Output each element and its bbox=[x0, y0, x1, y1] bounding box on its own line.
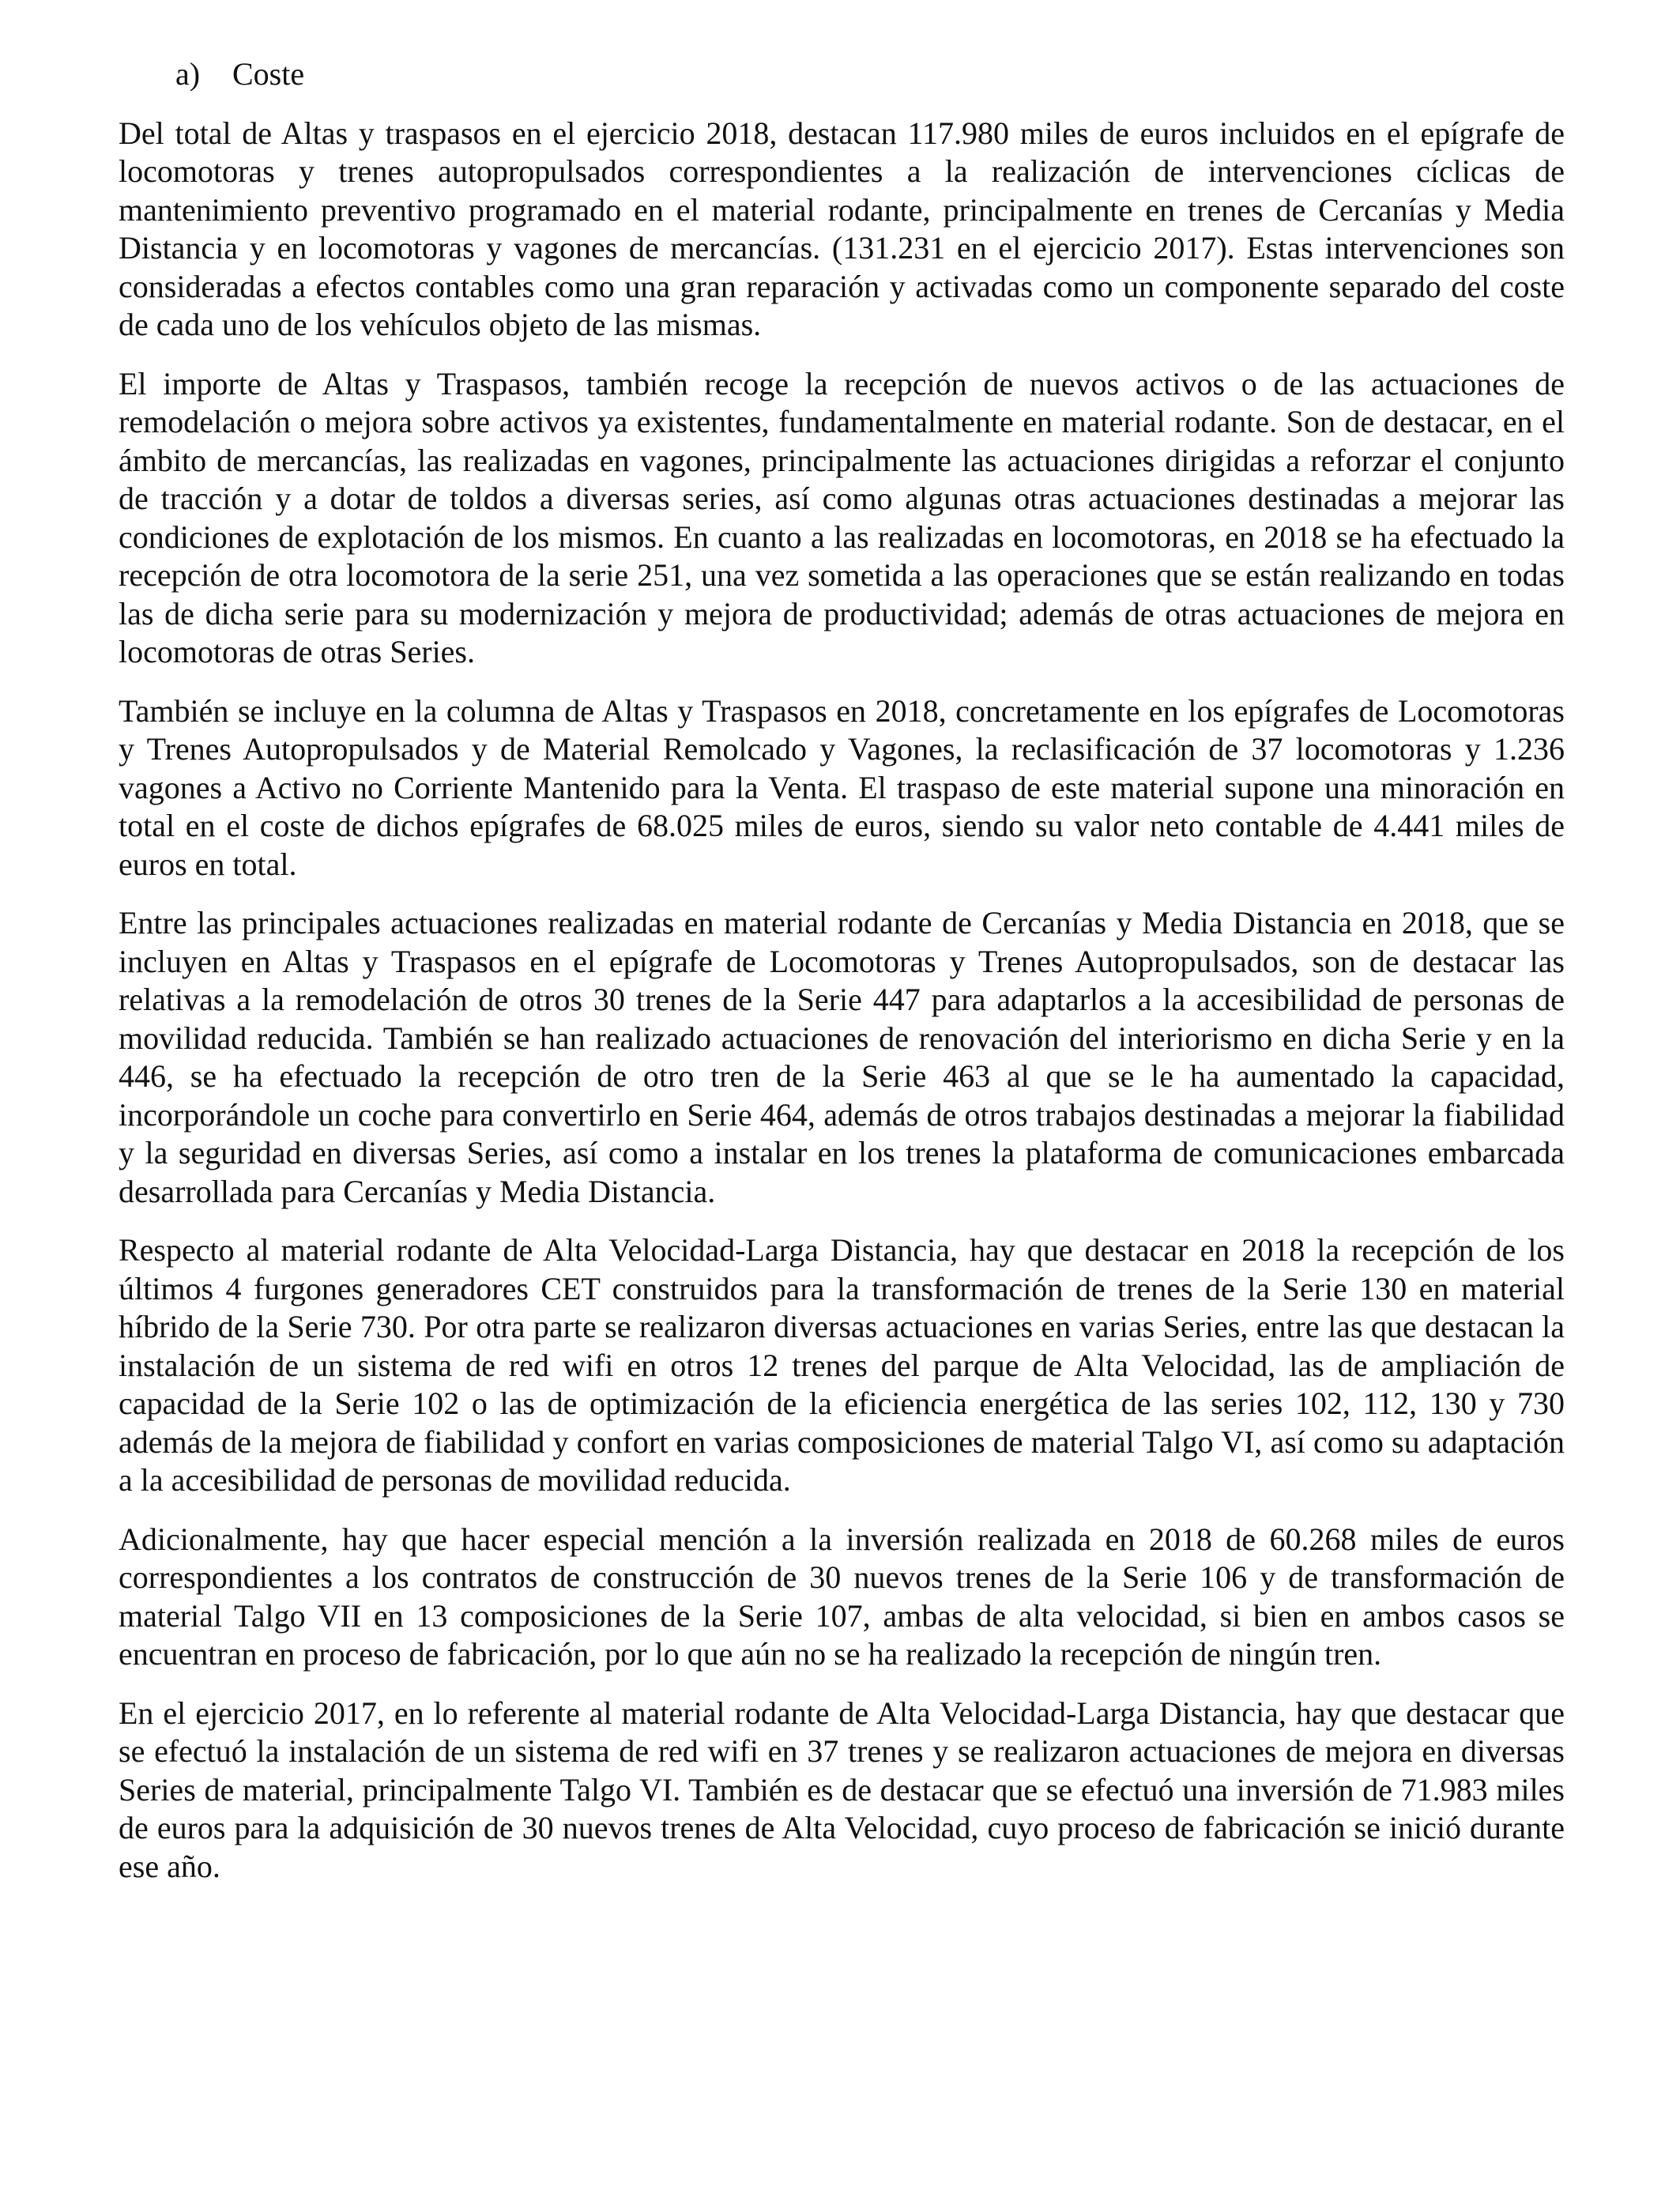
paragraph-inversion-nuevos-trenes: Adicionalmente, hay que hacer especial mención a la inversión realizada en 2018 de 60.268 miles de euros correspondientes a los contratos de construcción de 30 nuevos trenes de la Serie 106 y de transformación de material Talgo VII en 13 composiciones de la Serie 107, ambas de alta velocidad, si bien en ambos casos se encuentran en proceso de fabricación, por lo que aún no se ha realizado la recepción de ningún tren. bbox=[119, 1521, 1565, 1672]
paragraph-cercanias-media-distancia: Entre las principales actuaciones realizadas en material rodante de Cercanías y Media Distancia en 2018, que se incluyen en Altas y Traspasos en el epígrafe de Locomotoras y Trenes Autopropulsados, son de destacar las relativas a la remodelación de otros 30 trenes de la Serie 447 para adaptarlos a la accesibilidad de personas de movilidad reducida. También se han realizado actuaciones de renovación del interiorismo en dicha Serie y en la 446, se ha efectuado la recepción de otro tren de la Serie 463 al que se le ha aumentado la capacidad, incorporándole un coche para convertirlo en Serie 464, además de otros trabajos destinadas a mejorar la fiabilidad y la seguridad en diversas Series, así como a instalar en los trenes la plataforma de comunicaciones embarcada desarrollada para Cercanías y Media Distancia. bbox=[119, 905, 1565, 1209]
document-page bbox=[119, 55, 1565, 1906]
section-title: Coste bbox=[232, 56, 305, 92]
paragraph-ejercicio-2017: En el ejercicio 2017, en lo referente al material rodante de Alta Velocidad-Larga Distancia, hay que destacar que se efectuó la instalación de un sistema de red wifi en 37 trenes y se realizaron actuaciones de mejora en diversas Series de material, principalmente Talgo VI. También es de destacar que se efectuó una inversión de 71.983 miles de euros para la adquisición de 30 nuevos trenes de Alta Velocidad, cuyo proceso de fabricación se inició durante ese año. bbox=[119, 1695, 1565, 1884]
paragraph-altas-traspasos-mantenimiento: Del total de Altas y traspasos en el ejercicio 2018, destacan 117.980 miles de euros incluidos en el epígrafe de locomotoras y trenes autopropulsados correspondientes a la realización de intervenciones cíclicas de mantenimiento preventivo programado en el material rodante, principalmente en trenes de Cercanías y Media Distancia y en locomotoras y vagones de mercancías. (131.231 en el ejercicio 2017). Estas intervenciones son consideradas a efectos contables como una gran reparación y activadas como un componente separado del coste de cada uno de los vehículos objeto de las mismas. bbox=[119, 115, 1565, 342]
paragraph-recepcion-nuevos-activos: El importe de Altas y Traspasos, también recoge la recepción de nuevos activos o de las actuaciones de remodelación o mejora sobre activos ya existentes, fundamentalmente en material rodante. Son de destacar, en el ámbito de mercancías, las realizadas en vagones, principalmente las actuaciones dirigidas a reforzar el conjunto de tracción y a dotar de toldos a diversas series, así como algunas otras actuaciones destinadas a mejorar las condiciones de explotación de los mismos. En cuanto a las realizadas en locomotoras, en 2018 se ha efectuado la recepción de otra locomotora de la serie 251, una vez sometida a las operaciones que se están realizando en todas las de dicha serie para su modernización y mejora de productividad; además de otras actuaciones de mejora en locomotoras de otras Series. bbox=[119, 365, 1565, 669]
section-heading bbox=[119, 55, 1565, 94]
paragraph-alta-velocidad-2018: Respecto al material rodante de Alta Velocidad-Larga Distancia, hay que destacar en 2018 la recepción de los últimos 4 furgones generadores CET construidos para la transformación de trenes de la Serie 130 en material híbrido de la Serie 730. Por otra parte se realizaron diversas actuaciones en varias Series, entre las que destacan la instalación de un sistema de red wifi en otros 12 trenes del parque de Alta Velocidad, las de ampliación de capacidad de la Serie 102 o las de optimización de la eficiencia energética de las series 102, 112, 130 y 730 además de la mejora de fiabilidad y confort en varias composiciones de material Talgo VI, así como su adaptación a la accesibilidad de personas de movilidad reducida. bbox=[119, 1232, 1565, 1498]
section-marker: a) bbox=[175, 56, 201, 92]
paragraph-reclasificacion-activo: También se incluye en la columna de Altas y Traspasos en 2018, concretamente en los epígrafes de Locomotoras y Trenes Autopropulsados y de Material Remolcado y Vagones, la reclasificación de 37 locomotoras y 1.236 vagones a Activo no Corriente Mantenido para la Venta. El traspaso de este material supone una minoración en total en el coste de dichos epígrafes de 68.025 miles de euros, siendo su valor neto contable de 4.441 miles de euros en total. bbox=[119, 692, 1565, 882]
